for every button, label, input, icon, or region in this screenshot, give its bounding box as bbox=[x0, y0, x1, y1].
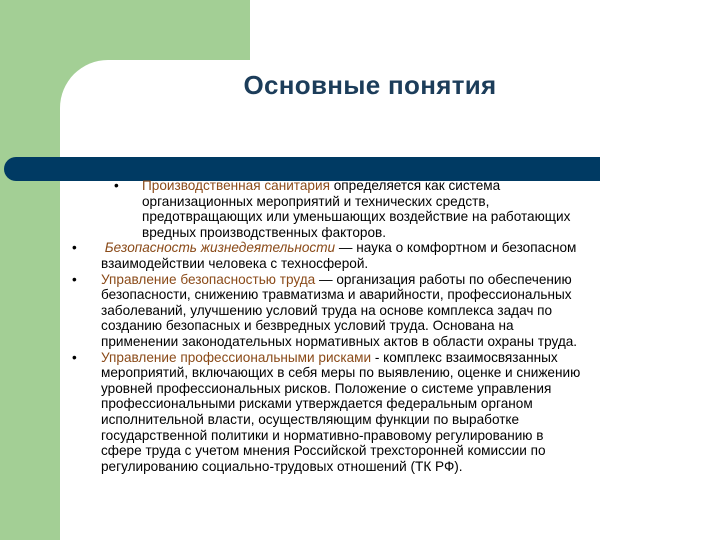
term-label: Управление безопасностью труда bbox=[101, 271, 316, 287]
bullet-icon: • bbox=[72, 271, 77, 287]
slide-title: Основные понятия bbox=[243, 70, 497, 100]
definition-line: регулированию социально-трудовых отношений (ТК РФ). bbox=[101, 458, 463, 474]
definition-line: Производственная санитария определяется как система bbox=[142, 178, 501, 193]
term-label: Производственная санитария bbox=[142, 178, 330, 193]
definitions-list bbox=[72, 178, 672, 474]
definition-item-labor-safety-management bbox=[72, 272, 672, 350]
definition-line: государственной политики и нормативно-правовому регулированию в bbox=[101, 427, 544, 443]
definition-line: уровней профессиональных рисков. Положение о системе управления bbox=[101, 380, 552, 396]
term-label: Управление профессиональными рисками bbox=[101, 349, 372, 365]
bullet-icon: • bbox=[72, 349, 77, 365]
definition-line: безопасности, снижению травматизма и аварийности, профессиональных bbox=[101, 287, 572, 303]
definition-line: исполнительной власти, осуществляющим функции по выработке bbox=[101, 411, 520, 427]
definition-line: Управление профессиональными рисками - комплекс взаимосвязанных bbox=[101, 349, 558, 365]
definition-line: организационных мероприятий и технических средств, bbox=[142, 193, 490, 209]
definition-item-risk-management bbox=[72, 350, 672, 475]
decorative-green-strip bbox=[0, 0, 60, 540]
definition-line: предотвращающих или уменьшающих воздействие на работающих bbox=[142, 209, 571, 225]
definition-line: сфере труда с учетом мнения Российской трехсторонней комиссии по bbox=[101, 443, 546, 459]
bullet-icon: • bbox=[114, 178, 119, 193]
definition-item-life-safety bbox=[72, 240, 672, 271]
definition-line: профессиональными рисками утверждается федеральным органом bbox=[101, 396, 533, 412]
definition-line: Безопасность жизнедеятельности — наука о комфортном и безопасном bbox=[104, 240, 577, 256]
term-label: Безопасность жизнедеятельности bbox=[104, 240, 336, 256]
bullet-icon: • bbox=[72, 240, 77, 256]
definition-item-sanitation bbox=[72, 178, 672, 240]
definition-line: созданию безопасных и безвредных условий труда. Основана на bbox=[101, 318, 514, 334]
definition-line: вредных производственных факторов. bbox=[142, 224, 387, 240]
definition-line: применении законодательных нормативных актов в области охраны труда. bbox=[101, 333, 578, 349]
definition-line: взаимодействии человека с техносферой. bbox=[101, 255, 369, 271]
definition-line: Управление безопасностью труда — организация работы по обеспечению bbox=[101, 271, 572, 287]
definition-line: заболеваний, улучшению условий труда на основе комплекса задач по bbox=[101, 302, 553, 318]
definition-line: мероприятий, включающих в себя меры по выявлению, оценке и снижению bbox=[101, 365, 581, 381]
